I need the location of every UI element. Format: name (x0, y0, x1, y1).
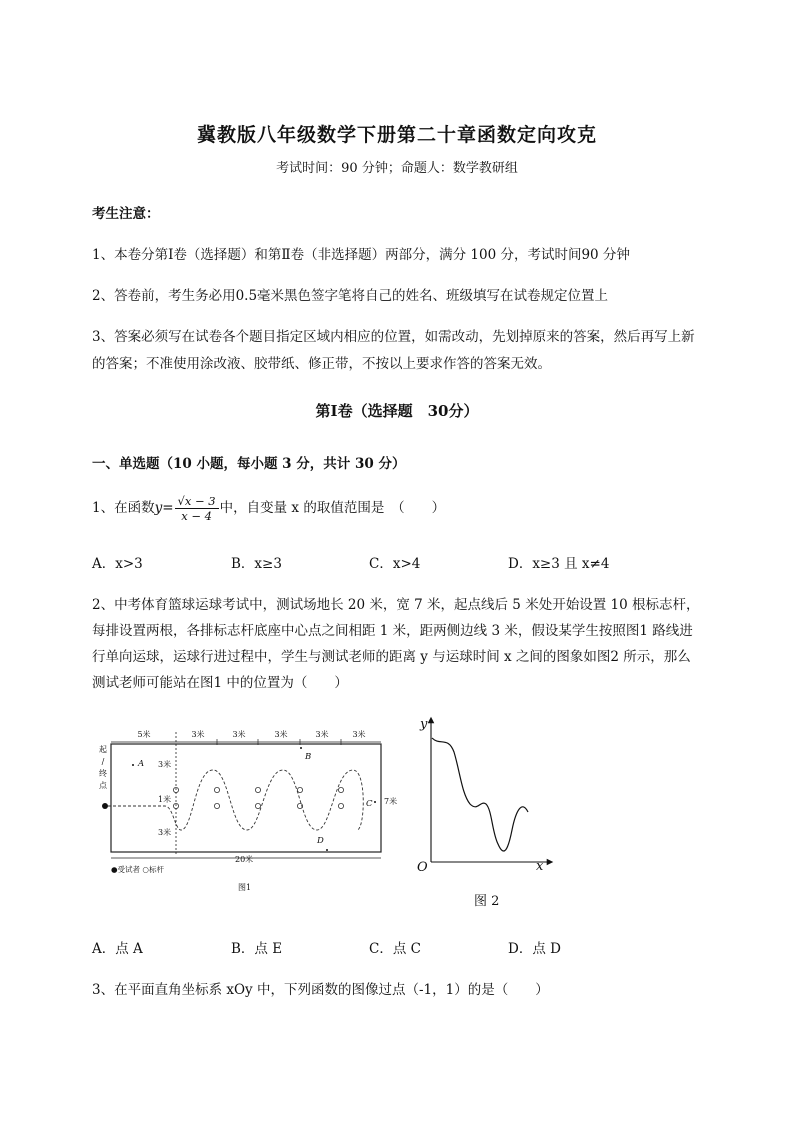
pole (255, 787, 260, 792)
top-label-3m-3: 3米 (274, 730, 288, 739)
pole (255, 803, 260, 808)
question-1 (92, 494, 445, 523)
figure-1-legend: ●受试者 ○标杆 (111, 865, 164, 874)
top-label-3m-1: 3米 (191, 730, 205, 739)
pole (338, 787, 343, 792)
side-label-4: 点 (99, 781, 107, 790)
q2-line-3: 行单向运球，运球行进过程中，学生与测试老师的距离 y 与运球时间 x 之间的图象如图2 所示，那么 (92, 649, 691, 665)
question-3: 3、在平面直角坐标系 xOy 中，下列函数的图像过点（-1，1）的是（ ） (92, 982, 549, 998)
notice-item-3: 3、答案必须写在试卷各个题目指定区域内相应的位置，如需改动，先划掉原来的答案，然后再写上新 (92, 329, 695, 345)
top-label-3m-5: 3米 (352, 730, 366, 739)
side-label-2: / (101, 757, 105, 766)
origin-label: O (417, 860, 428, 875)
notice-item-3-cont: 的答案；不准使用涂改液、胶带纸、修正带，不按以上要求作答的答案无效。 (92, 356, 551, 372)
section-title: 第Ⅰ卷（选择题 30分） (315, 402, 479, 420)
q1-option-b[interactable]: B．x≥3 (231, 556, 282, 572)
distance-time-curve (432, 738, 528, 851)
figure-1-caption: 图1 (238, 883, 252, 892)
q1-fraction (175, 494, 219, 523)
top-label-5m: 5米 (137, 730, 151, 739)
part-heading: 一、单选题（10 小题，每小题 3 分，共计 30 分） (92, 456, 406, 472)
q1-prefix: 1、在函数 (92, 500, 155, 516)
pole (214, 803, 219, 808)
dribble-path (108, 770, 363, 830)
top-label-3m-2: 3米 (232, 730, 246, 739)
page-title: 冀教版八年级数学下册第二十章函数定向攻克 (196, 124, 597, 146)
figure-2-caption: 图 2 (474, 894, 500, 909)
q2-line-1: 2、中考体育篮球运球考试中，测试场地长 20 米，宽 7 米，起点线后 5 米处开始设置 10 根标志杆， (92, 597, 700, 613)
side-label-3: 终 (99, 769, 107, 778)
q2-option-b[interactable]: B．点 E (231, 941, 283, 957)
top-label-3m-4: 3米 (315, 730, 329, 739)
pole (297, 787, 302, 792)
q2-line-2: 每排设置两根，各排标志杆底座中心点之间相距 1 米，距两侧边线 3 米，假设某学生按照图1 路线进 (92, 623, 693, 639)
right-label-7m: 7米 (384, 797, 398, 806)
exam-info: 考试时间：90 分钟；命题人：数学教研组 (276, 161, 518, 176)
q1-numerator: √x − 3 (175, 494, 219, 509)
pole (338, 803, 343, 808)
point-b-label: B (305, 752, 312, 762)
q2-option-a[interactable]: A．点 A (92, 941, 143, 957)
side-label-1: 起 (99, 745, 107, 754)
notice-item-1: 1、本卷分第Ⅰ卷（选择题）和第Ⅱ卷（非选择题）两部分，满分 100 分，考试时间90 分钟 (92, 247, 630, 263)
pole (214, 787, 219, 792)
bottom-label-20m: 20米 (235, 855, 254, 864)
point-c-label: C (366, 799, 373, 809)
q1-option-d[interactable]: D．x≥3 且 x≠4 (508, 556, 610, 572)
field-boundary (111, 744, 381, 852)
point-d-label: D (317, 836, 324, 846)
notice-heading: 考生注意： (92, 206, 160, 222)
point-a-label: A (138, 759, 145, 769)
q1-y: y= (154, 500, 174, 516)
q1-suffix: 中，自变量 x 的取值范围是 （ ） (219, 500, 446, 516)
q2-option-c[interactable]: C．点 C (369, 941, 421, 957)
q2-line-4: 测试老师可能站在图1 中的位置为（ ） (92, 675, 348, 691)
figure-2-graph (410, 712, 560, 912)
left-label-1m: 1米 (158, 795, 172, 804)
notice-item-2: 2、答卷前，考生务必用0.5毫米黑色签字笔将自己的姓名、班级填写在试卷规定位置上 (92, 288, 609, 304)
q1-option-c[interactable]: C．x>4 (369, 556, 421, 572)
q2-option-d[interactable]: D．点 D (508, 941, 561, 957)
figure-1-field-diagram (95, 720, 398, 895)
y-axis-label: y (420, 717, 428, 732)
left-label-3m-top: 3米 (158, 760, 172, 769)
x-axis-label: x (536, 859, 544, 874)
student-dot (102, 803, 108, 809)
q1-denominator: x − 4 (181, 509, 212, 523)
q1-option-a[interactable]: A．x>3 (92, 556, 143, 572)
left-label-3m-bottom: 3米 (158, 828, 172, 837)
